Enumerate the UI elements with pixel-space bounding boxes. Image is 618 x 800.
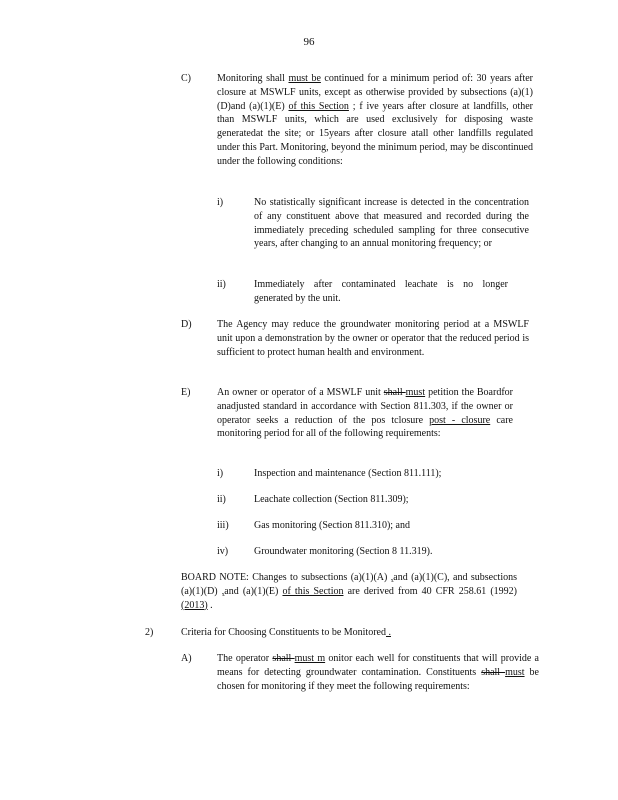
- item-label-d: D): [181, 319, 192, 330]
- inserted-text: must: [505, 666, 525, 678]
- paragraph-c-ii: Immediately after contaminated leachate is no longer generated by the unit.: [254, 279, 508, 304]
- paragraph-e: An owner or operator of a MSWLF unit shall must petition the Boardfor anadjusted standard in accordance with Section 811.303, if the owner or operator seeks a reduction of the pos tclosure post - closure care monitoring period for all of the following requirements:: [217, 387, 513, 440]
- inserted-text: must m: [294, 653, 326, 664]
- paragraph-c: Monitoring shall must be continued for a minimum period of: 30 years after closure at MSWLF units, except as otherwise provided by subsections (a)(1)(D)and (a)(1)(E) of this Section ; f ive years after closure at landfills, other than MSWLF units, which are used exclusively for disposing waste generatedat the site; or 15years after closure atall other landfills regulated under this Part. Monitoring, beyond the minimum period, may be discontinued under the following conditions:: [217, 73, 534, 167]
- inserted-text: post - closure: [429, 414, 491, 426]
- item-label-c: C): [181, 73, 191, 84]
- item-label-e: E): [181, 387, 191, 398]
- inserted-text: .: [385, 627, 391, 638]
- page-number: 96: [303, 36, 315, 48]
- deleted-text: shall: [383, 387, 406, 398]
- paragraph-e-iii: Gas monitoring (Section 811.310); and: [254, 520, 410, 531]
- inserted-text: must be: [288, 73, 321, 84]
- inserted-text: ,: [221, 585, 225, 597]
- deleted-text: shall: [481, 666, 506, 678]
- paragraph-e-iv: Groundwater monitoring (Section 8 11.319).: [254, 546, 433, 557]
- item-label-e-ii: ii): [217, 494, 226, 505]
- paragraph-a: The operator shall must m onitor each well for constituents that will provide a means for detecting groundwater contamination. Constituents shall must be chosen for monitoring if they meet the following requirements:: [217, 653, 539, 692]
- board-note: BOARD NOTE: Changes to subsections (a)(1)(A) ,and (a)(1)(C), and subsections (a)(1)(D) ,and (a)(1)(E) of this Section are derived from 40 CFR 258.61 (1992) (2013) .: [181, 572, 517, 611]
- paragraph-e-ii: Leachate collection (Section 811.309);: [254, 494, 409, 505]
- paragraph-d: The Agency may reduce the groundwater monitoring period at a MSWLF unit upon a demonstration by the owner or operator that the reduced period is sufficient to protect human health and environment.: [217, 319, 529, 358]
- item-label-e-i: i): [217, 468, 224, 479]
- section-heading-2: Criteria for Choosing Constituents to be Monitored .: [181, 627, 391, 638]
- deleted-text: shall: [272, 653, 295, 664]
- inserted-text: of this Section: [288, 100, 349, 112]
- section-label-2: 2): [145, 627, 154, 638]
- inserted-text: of this Section: [282, 585, 344, 597]
- item-label-c-i: i): [217, 197, 224, 208]
- item-label-a: A): [181, 653, 192, 664]
- item-label-e-iv: iv): [217, 546, 229, 557]
- paragraph-c-i: No statistically significant increase is detected in the concentration of any constituent above that measured and recorded during the immediately preceding scheduled sampling for three consecutive years, after changing to an annual monitoring frequency; or: [254, 197, 529, 250]
- item-label-e-iii: iii): [217, 520, 229, 531]
- item-label-c-ii: ii): [217, 279, 226, 290]
- inserted-text: (2013): [181, 599, 208, 611]
- paragraph-e-i: Inspection and maintenance (Section 811.111);: [254, 468, 442, 479]
- inserted-text: must: [405, 387, 426, 398]
- inserted-text: ,: [390, 572, 394, 583]
